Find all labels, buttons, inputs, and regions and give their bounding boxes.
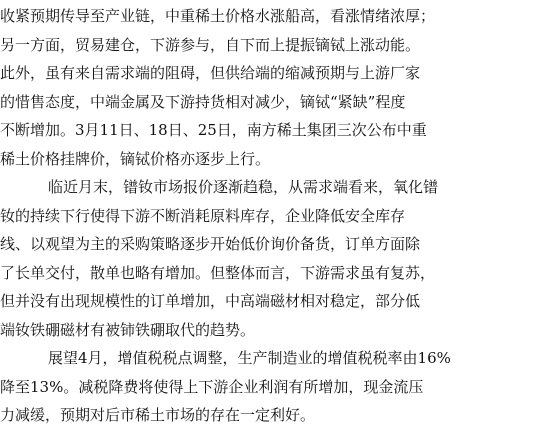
text-line: 力减缓，预期对后市稀土市场的存在一定利好。 — [0, 406, 316, 424]
text-line: 端钕铁硼磁材有被铈铁硼取代的趋势。 — [0, 320, 256, 339]
text-line: 临近月末，镨钕市场报价逐渐趋稳，从需求端看来，氧化镨 — [48, 178, 439, 196]
text-line: 不断增加。3月11日、18日、25日，南方稀土集团三次公布中重 — [0, 121, 427, 139]
text-line: 此外，虽有来自需求端的阻碍，但供给端的缩减预期与上游厂家 — [0, 64, 421, 82]
text-line: 收紧预期传导至产业链，中重稀土价格水涨船高，看涨情绪浓厚； — [0, 7, 436, 25]
text-line: 稀土价格挂牌价，镝铽价格亦逐步上行。 — [0, 149, 271, 168]
text-line: 了长单交付，散单也略有增加。但整体而言，下游需求虽有复苏， — [0, 263, 436, 282]
text-line: 的惜售态度，中端金属及下游持货相对减少，镝铽“紧缺”程度 — [0, 92, 406, 111]
text-line: 另一方面，贸易建仓，下游参与，自下而上提振镝铽上涨动能。 — [0, 35, 421, 54]
text-line: 但并没有出现规模性的订单增加，中高端磁材相对稳定，部分低 — [0, 292, 421, 310]
text-line: 线、以观望为主的采购策略逐步开始低价询价备货，订单方面除 — [0, 235, 421, 253]
text-line: 展望4月，增值税税点调整，生产制造业的增值税税率由16% — [48, 349, 451, 367]
text-line: 降至13%。减税降费将使得上下游企业利润有所增加，现金流压 — [0, 377, 424, 396]
text-line: 钕的持续下行使得下游不断消耗原料库存，企业降低安全库存 — [0, 206, 406, 225]
